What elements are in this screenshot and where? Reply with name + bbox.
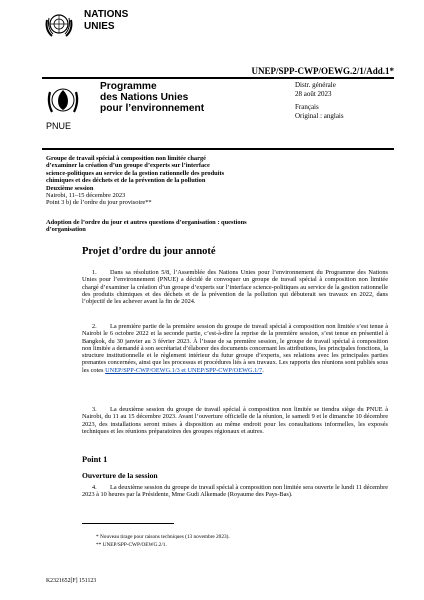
document-title: Projet d’ordre du jour annoté xyxy=(82,246,216,257)
unep-logo-icon xyxy=(44,82,82,122)
paragraph-text: La deuxième session du groupe de travail spécial à composition non limitée sera ouverte le lundi 11 décembre 2023 à 10 heures par la Présidente, Mme Gudi Alkemade (Royaume des Pays-Bas). xyxy=(82,484,388,499)
programme-line-1: Programme xyxy=(100,81,157,92)
document-symbol xyxy=(251,66,394,76)
session-number: Deuxième session xyxy=(46,184,94,192)
logo-caption: PNUE xyxy=(46,121,72,131)
meeting-line: chimiques et des déchets et de la prévention de la pollution xyxy=(46,177,206,185)
paragraph-3 xyxy=(82,406,388,435)
paragraph-1 xyxy=(82,269,388,305)
paragraph-number: 3. xyxy=(92,406,97,413)
programme-name xyxy=(100,81,204,114)
distribution: Distr. générale xyxy=(295,81,336,89)
programme-line-3: pour l’environnement xyxy=(100,103,205,114)
meeting-line: d’examiner la création d’un groupe d’experts sur l’interface xyxy=(46,162,210,170)
report-links[interactable]: UNEP/SPP-CWP/OEWG.1/3 et UNEP/SPP-CWP/OEWG.1/7 xyxy=(105,366,263,374)
distribution-block xyxy=(295,81,344,120)
original-language: Original : anglais xyxy=(295,111,344,120)
paragraph-number: 1. xyxy=(92,269,97,276)
paragraph-number: 2. xyxy=(92,323,97,330)
footnote-1: * Nouveau tirage pour raisons techniques (13 novembre 2023). xyxy=(96,534,230,540)
point-subheading: Ouverture de la session xyxy=(82,471,158,480)
org-line-2: UNIES xyxy=(84,21,115,32)
agenda-item-title: Adoption de l’ordre du jour et autres questions d’organisation : questions d’organisation xyxy=(46,219,247,234)
org-name xyxy=(84,9,128,33)
paragraph-tail: . xyxy=(262,366,264,374)
paragraph-text: Dans sa résolution 5/8, l’Assemblée des Nations Unies pour l’environnement du Programme des Nations Unies pour l’environnement (PNUE) a décidé de convoquer un groupe de travail spécial à composition non limitée chargé d’examiner la création d’un groupe d’experts sur l’interface science-politiques au service de la gestion rationnelle des produits chimiques et des déchets et de la prévention de la pollution qui débuterait ses travaux en 2022, dans l’objectif de les achever avant la fin de 2024. xyxy=(82,269,388,306)
doc-symbol-prefix: UNEP xyxy=(251,66,276,76)
programme-line-2: des Nations Unies xyxy=(100,92,189,103)
paragraph-4 xyxy=(82,484,388,499)
doc-symbol-rest: /SPP-CWP/OEWG.2/1/Add.1* xyxy=(275,66,394,76)
language: Français xyxy=(295,103,319,112)
footnote-rule xyxy=(82,523,174,524)
org-line-1: NATIONS xyxy=(84,9,129,20)
meeting-place-date: Nairobi, 11–15 décembre 2023 xyxy=(46,192,126,200)
paragraph-text: La première partie de la première session du groupe de travail spécial à composition non limitée s’est tenue à Nairobi le 6 octobre 2022 et la seconde partie, c’est-à-dire la reprise de la première session, s’est tenue en présentiel à Bangkok, du 30 janvier au 3 février 2023. À l’issue de sa première session, le groupe de travail spécial à composition non limitée a demandé à son secrétariat d’élaborer des documents concernant les attributions, les principales fonctions, la structure institutionnelle et le règlement intérieur du futur groupe d’experts, ses relations avec les principales parties prenantes concernées, ainsi que les processus et procédures liés à ses travaux. Les rapports des réunions sont publiés sous les cotes xyxy=(82,323,389,374)
agenda-reference: Point 3 b) de l’ordre du jour provisoire** xyxy=(46,199,152,207)
paragraph-text: La deuxième session du groupe de travail spécial à composition non limitée se tiendra siège du PNUE à Nairobi, du 11 au 15 décembre 2023. Avant l’ouverture officielle de la réunion, le samedi 9 et le dimanche 10 décembre 2023, des installations seront mises à disposition au même endroit pour les consultations informelles, les exposés techniques et les réunions préparatoires des groupes régionaux et autres. xyxy=(82,406,388,435)
meeting-info xyxy=(46,155,274,207)
paragraph-number: 4. xyxy=(92,484,97,491)
issue-date: 28 août 2023 xyxy=(295,89,332,98)
paragraph-2 xyxy=(82,323,388,374)
meeting-line: Groupe de travail spécial à composition non limitée chargé xyxy=(46,155,206,162)
footnote-2: ** UNEP/SPP-CWP/OEWG.2/1. xyxy=(96,542,167,548)
un-emblem-icon xyxy=(42,8,76,42)
meeting-line: science-politiques au service de la gestion rationnelle des produits xyxy=(46,169,225,177)
point-heading: Point 1 xyxy=(82,455,108,464)
document-job-code: K2321652[F] 151123 xyxy=(46,578,97,584)
header-rule xyxy=(42,77,394,79)
section-rule xyxy=(42,148,394,150)
